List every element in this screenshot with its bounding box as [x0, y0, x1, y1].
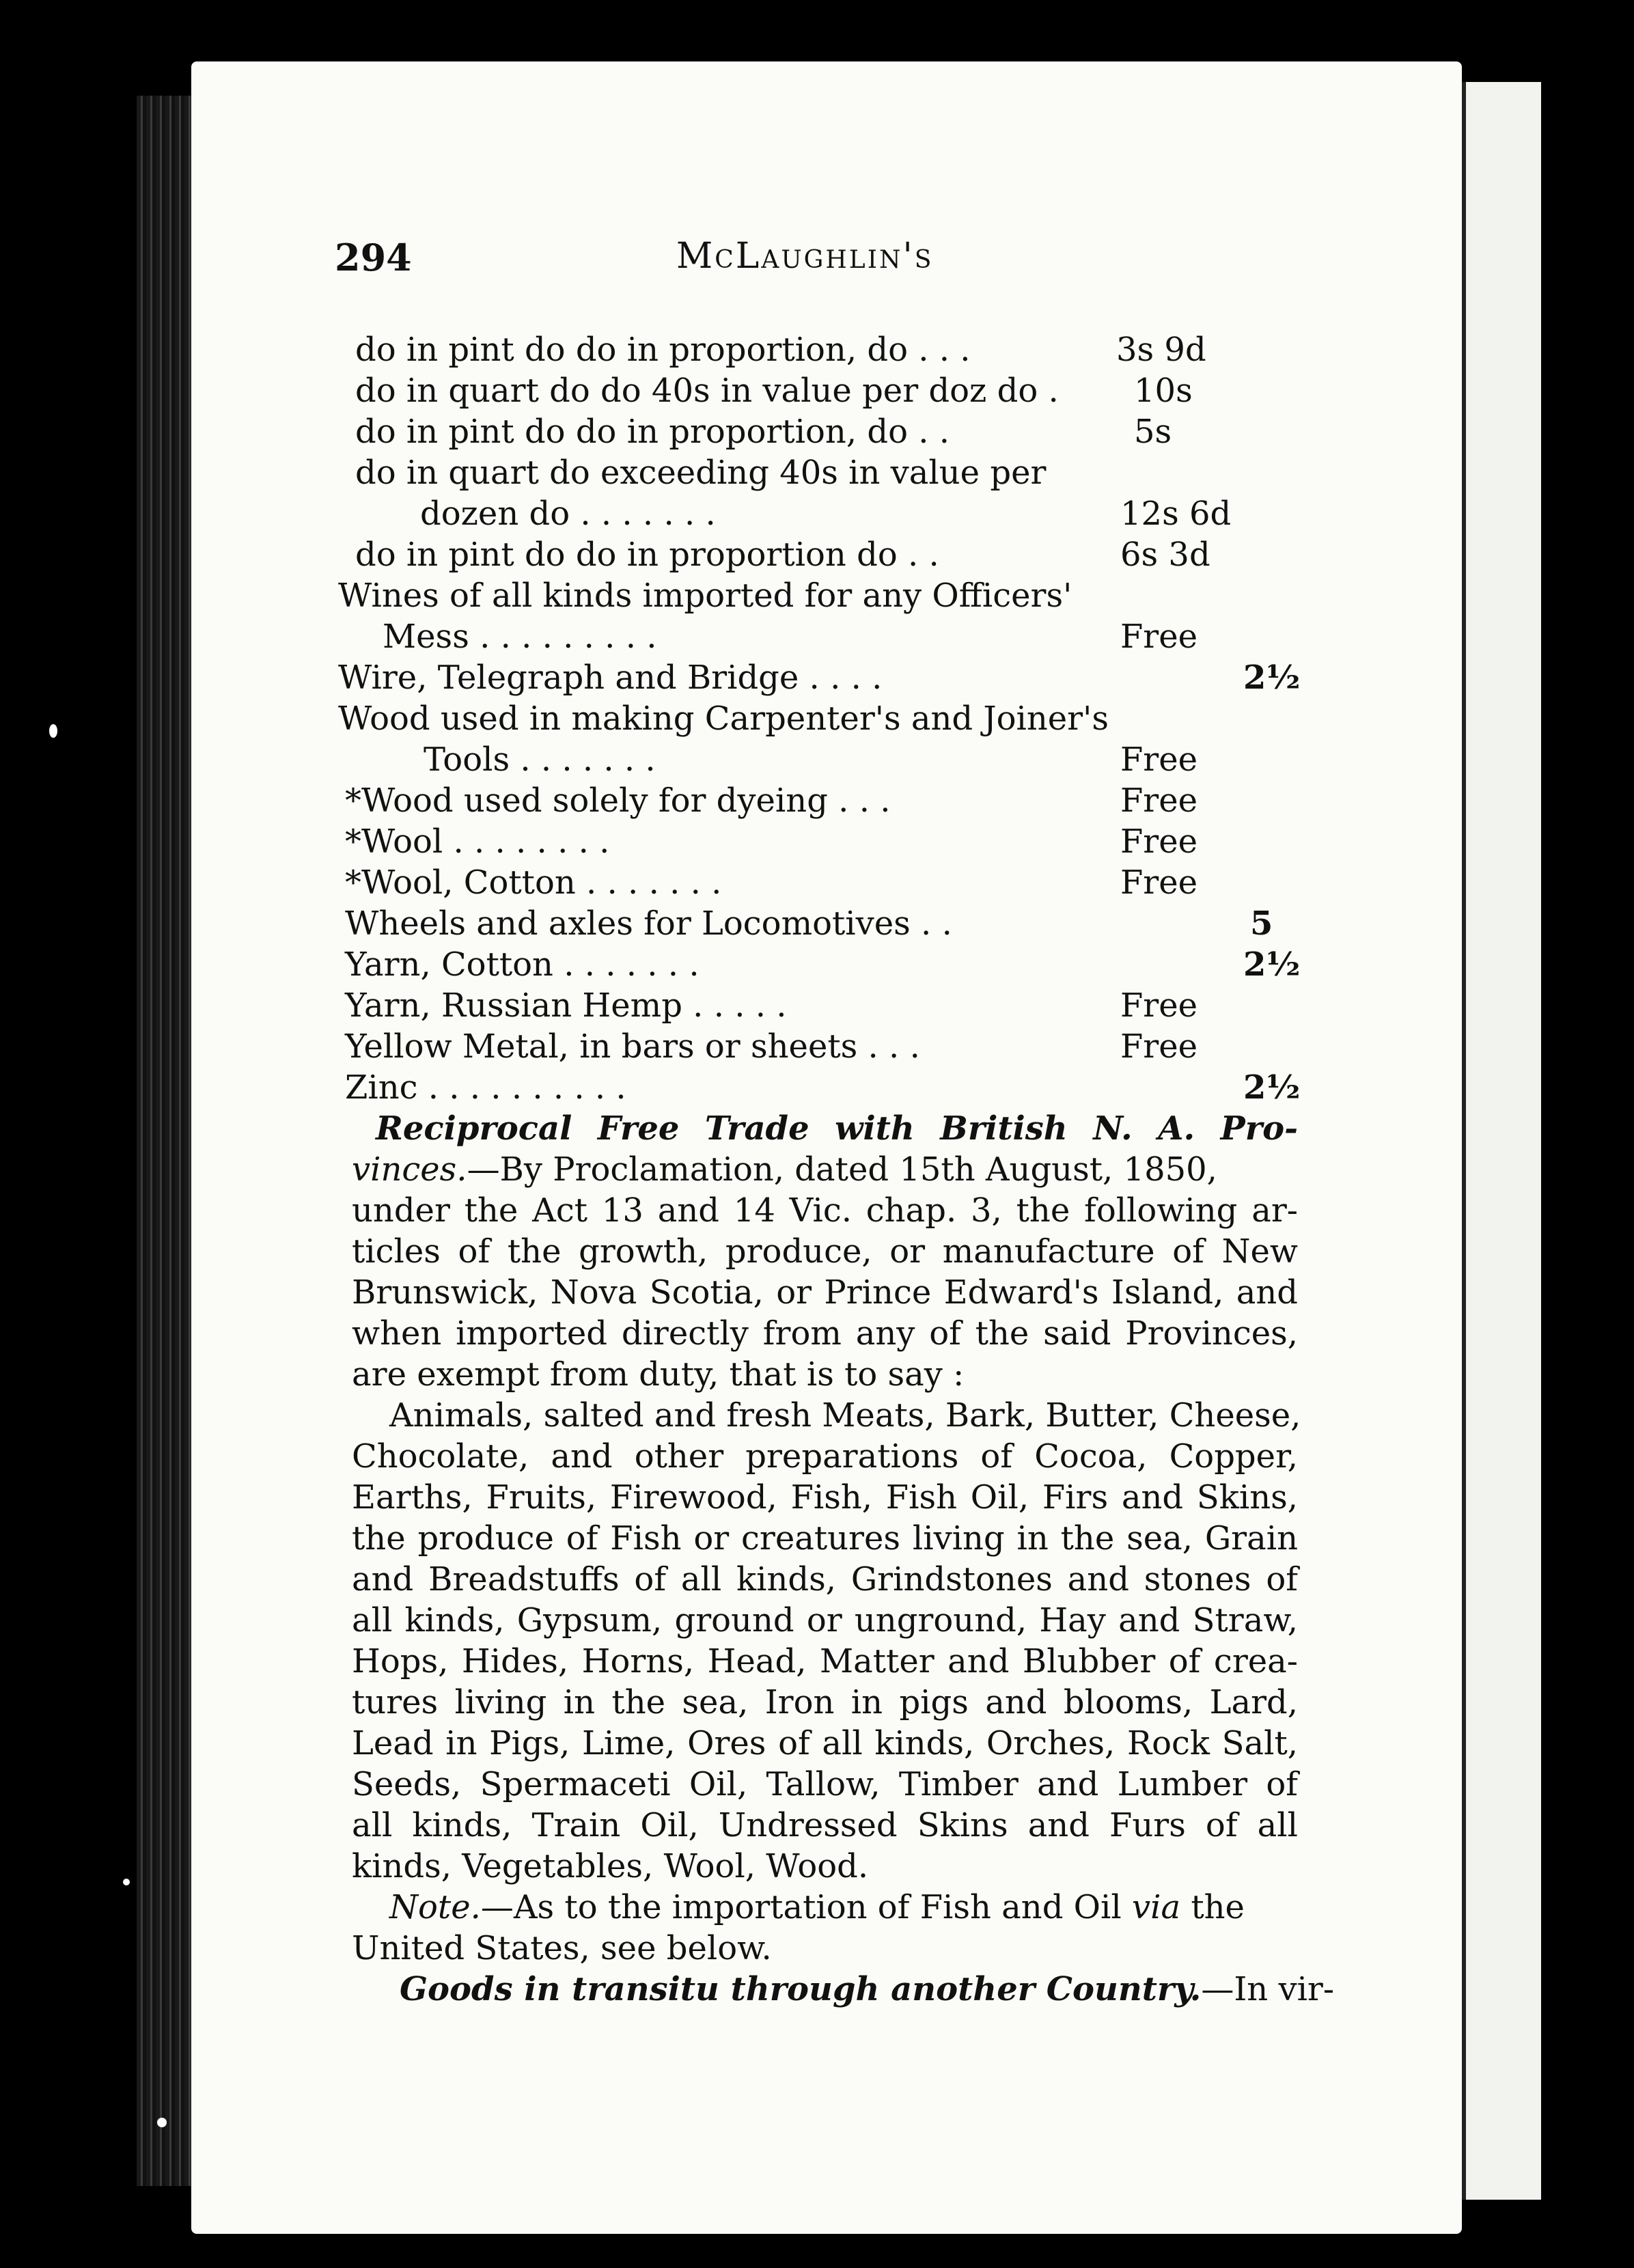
paragraph-line: Chocolate, and other preparations of Cocoa, Copper,: [352, 1437, 1298, 1476]
tariff-percent: 5: [1250, 904, 1273, 943]
tariff-rate: Free: [1120, 986, 1198, 1025]
tariff-item: Wines of all kinds imported for any Officers': [338, 577, 1072, 615]
section-heading: Goods in transitu through another Country.: [400, 1970, 1202, 2008]
paragraph-line: the produce of Fish or creatures living in the sea, Grain: [352, 1519, 1298, 1558]
tariff-item: Wheels and axles for Locomotives . .: [345, 904, 952, 943]
tariff-item: Tools . . . . . . .: [424, 741, 656, 779]
tariff-item: Wood used in making Carpenter's and Joiner's: [338, 700, 1109, 738]
paragraph-line: Brunswick, Nova Scotia, or Prince Edward's Island, and: [352, 1273, 1298, 1312]
note-label: Note.: [389, 1888, 481, 1926]
tariff-rate: 12s 6d: [1120, 495, 1232, 533]
tariff-item: do in quart do exceeding 40s in value per: [355, 454, 1047, 492]
note-via: via: [1132, 1888, 1181, 1926]
paragraph-line: United States, see below.: [352, 1929, 772, 1967]
paragraph-line: ticles of the growth, produce, or manufacture of New: [352, 1232, 1298, 1271]
running-title: McLaughlin's: [676, 236, 934, 277]
scan-speck: [123, 1879, 130, 1885]
scan-speck: [157, 2118, 167, 2127]
note-text-end: the: [1180, 1888, 1245, 1926]
tariff-item: *Wool . . . . . . . .: [345, 822, 610, 861]
tariff-rate: 6s 3d: [1120, 536, 1210, 574]
paragraph-line: tures living in the sea, Iron in pigs and blooms, Lard,: [352, 1683, 1298, 1721]
tariff-rate: Free: [1120, 782, 1198, 820]
tariff-rate: 3s 9d: [1116, 331, 1206, 369]
paragraph-line: all kinds, Gypsum, ground or unground, Hay and Straw,: [352, 1601, 1298, 1640]
tariff-rate: Free: [1120, 618, 1198, 656]
scan-speck: [49, 724, 57, 738]
tariff-rate: Free: [1120, 863, 1198, 902]
paragraph-line: Hops, Hides, Horns, Head, Matter and Blubber of crea-: [352, 1642, 1298, 1681]
paragraph-line: kinds, Vegetables, Wool, Wood.: [352, 1847, 869, 1885]
note-line: [389, 1887, 1298, 1928]
tariff-item: Yarn, Russian Hemp . . . . .: [345, 986, 787, 1025]
tariff-rate: Free: [1120, 741, 1198, 779]
tariff-item: do in pint do do in proportion do . .: [355, 536, 939, 574]
paragraph-line: Lead in Pigs, Lime, Ores of all kinds, Orches, Rock Salt,: [352, 1724, 1298, 1762]
paragraph-line: under the Act 13 and 14 Vic. chap. 3, the following ar-: [352, 1191, 1298, 1230]
note-text: —As to the importation of Fish and Oil: [480, 1888, 1132, 1926]
paragraph-line: all kinds, Train Oil, Undressed Skins and Furs of all: [352, 1806, 1298, 1844]
tariff-item: do in quart do do 40s in value per doz do .: [355, 372, 1059, 410]
tariff-item: *Wool, Cotton . . . . . . .: [345, 863, 722, 902]
tariff-item: Yarn, Cotton . . . . . . .: [345, 945, 700, 984]
paragraph-text: —In vir-: [1201, 1970, 1335, 2008]
paragraph-line: and Breadstuffs of all kinds, Grindstones and stones of: [352, 1560, 1298, 1599]
paragraph-line: Animals, salted and fresh Meats, Bark, Butter, Cheese,: [389, 1396, 1301, 1435]
tariff-item: do in pint do do in proportion, do . . .: [355, 331, 971, 369]
paragraph-line: are exempt from duty, that is to say :: [352, 1355, 965, 1394]
page-number: 294: [335, 236, 412, 279]
paragraph-line: when imported directly from any of the said Provinces,: [352, 1314, 1298, 1353]
tariff-item: *Wood used solely for dyeing . . .: [345, 782, 891, 820]
paragraph-line: [352, 1149, 1298, 1190]
tariff-rate: 10s: [1134, 372, 1193, 410]
tariff-rate: 5s: [1134, 413, 1172, 451]
paragraph-line: Earths, Fruits, Firewood, Fish, Fish Oil, Firs and Skins,: [352, 1478, 1298, 1517]
section-heading: Reciprocal Free Trade with British N. A. Pro-: [376, 1109, 1298, 1148]
tariff-item: do in pint do do in proportion, do . .: [355, 413, 950, 451]
tariff-item: Wire, Telegraph and Bridge . . . .: [338, 659, 883, 697]
tariff-percent: 2½: [1243, 1068, 1301, 1107]
paragraph-text: —By Proclamation, dated 15th August, 1850,: [467, 1150, 1217, 1189]
section-heading-continuation: vinces.: [352, 1150, 467, 1189]
tariff-item: Yellow Metal, in bars or sheets . . .: [345, 1027, 920, 1066]
tariff-rate: Free: [1120, 822, 1198, 861]
tariff-item: Mess . . . . . . . . .: [383, 618, 657, 656]
tariff-item: Zinc . . . . . . . . . .: [345, 1068, 626, 1107]
tariff-item: dozen do . . . . . . .: [420, 495, 716, 533]
paragraph-line: Seeds, Spermaceti Oil, Tallow, Timber and Lumber of: [352, 1765, 1298, 1803]
tariff-percent: 2½: [1243, 659, 1301, 697]
paragraph-line: [400, 1969, 1335, 2010]
tariff-percent: 2½: [1243, 945, 1301, 984]
tariff-rate: Free: [1120, 1027, 1198, 1066]
